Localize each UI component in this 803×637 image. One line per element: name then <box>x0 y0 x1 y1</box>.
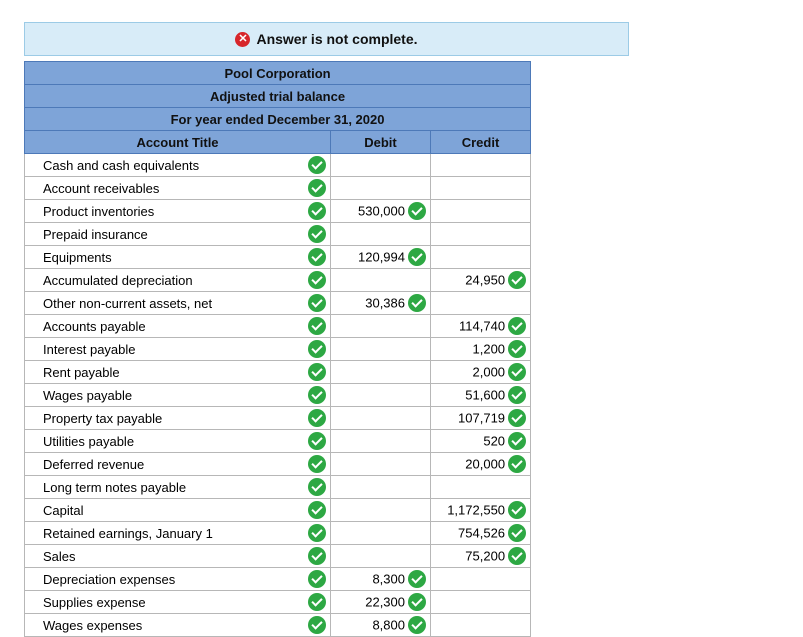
account-name-cell[interactable]: Retained earnings, January 1 <box>25 522 305 545</box>
check-circle-icon <box>408 593 426 611</box>
account-check-cell <box>305 614 331 637</box>
debit-input-cell[interactable] <box>331 269 431 292</box>
credit-input-cell[interactable] <box>431 269 531 292</box>
credit-input-cell[interactable] <box>431 499 531 522</box>
answer-status-text: Answer is not complete. <box>256 31 418 47</box>
debit-header: Debit <box>331 131 431 154</box>
table-row <box>25 407 531 430</box>
check-circle-icon <box>308 202 326 220</box>
debit-input-cell[interactable] <box>331 614 431 637</box>
check-circle-icon <box>508 501 526 519</box>
table-row <box>25 361 531 384</box>
debit-value: 8,800 <box>372 617 405 633</box>
credit-input-cell[interactable] <box>431 223 531 246</box>
credit-input-cell[interactable] <box>431 453 531 476</box>
check-circle-icon <box>408 616 426 634</box>
account-name-cell[interactable]: Equipments <box>25 246 305 269</box>
table-row <box>25 177 531 200</box>
account-check-cell <box>305 384 331 407</box>
check-circle-icon <box>508 455 526 473</box>
credit-input-cell[interactable] <box>431 614 531 637</box>
check-circle-icon <box>308 271 326 289</box>
table-row <box>25 614 531 637</box>
account-check-cell <box>305 430 331 453</box>
account-title-header: Account Title <box>25 131 331 154</box>
account-check-cell <box>305 269 331 292</box>
debit-input-cell[interactable] <box>331 154 431 177</box>
check-circle-icon <box>308 432 326 450</box>
debit-input-cell[interactable] <box>331 292 431 315</box>
account-name-cell[interactable]: Interest payable <box>25 338 305 361</box>
debit-input-cell[interactable] <box>331 384 431 407</box>
account-name-cell[interactable]: Account receivables <box>25 177 305 200</box>
debit-input-cell[interactable] <box>331 361 431 384</box>
debit-input-cell[interactable] <box>331 338 431 361</box>
check-circle-icon <box>408 248 426 266</box>
credit-value: 51,600 <box>465 387 506 403</box>
check-circle-icon <box>508 524 526 542</box>
check-circle-icon <box>308 156 326 174</box>
credit-value: 20,000 <box>465 456 506 472</box>
check-circle-icon <box>308 547 326 565</box>
account-check-cell <box>305 292 331 315</box>
account-name-cell[interactable]: Deferred revenue <box>25 453 305 476</box>
account-name-cell[interactable]: Rent payable <box>25 361 305 384</box>
table-row <box>25 384 531 407</box>
credit-input-cell[interactable] <box>431 522 531 545</box>
account-name-cell[interactable]: Depreciation expenses <box>25 568 305 591</box>
check-circle-icon <box>308 248 326 266</box>
debit-input-cell[interactable] <box>331 453 431 476</box>
check-circle-icon <box>508 363 526 381</box>
debit-input-cell[interactable] <box>331 407 431 430</box>
check-circle-icon <box>308 616 326 634</box>
check-circle-icon <box>308 179 326 197</box>
x-circle-icon: ✕ <box>235 32 250 47</box>
credit-header: Credit <box>431 131 531 154</box>
account-check-cell <box>305 522 331 545</box>
account-name-cell[interactable]: Utilities payable <box>25 430 305 453</box>
account-check-cell <box>305 246 331 269</box>
account-name-cell[interactable]: Prepaid insurance <box>25 223 305 246</box>
credit-input-cell[interactable] <box>431 338 531 361</box>
credit-input-cell[interactable] <box>431 177 531 200</box>
account-check-cell <box>305 476 331 499</box>
check-circle-icon <box>508 386 526 404</box>
account-name-cell[interactable]: Long term notes payable <box>25 476 305 499</box>
check-circle-icon <box>508 547 526 565</box>
check-circle-icon <box>508 432 526 450</box>
credit-input-cell[interactable] <box>431 200 531 223</box>
report-title: Adjusted trial balance <box>25 85 531 108</box>
credit-value: 1,200 <box>472 341 506 357</box>
check-circle-icon <box>408 202 426 220</box>
account-check-cell <box>305 200 331 223</box>
debit-value: 530,000 <box>358 203 405 219</box>
account-check-cell <box>305 177 331 200</box>
credit-input-cell[interactable] <box>431 384 531 407</box>
debit-value: 8,300 <box>372 571 405 587</box>
credit-input-cell[interactable] <box>431 292 531 315</box>
table-row <box>25 476 531 499</box>
check-circle-icon <box>308 340 326 358</box>
credit-input-cell[interactable] <box>431 591 531 614</box>
check-circle-icon <box>508 271 526 289</box>
debit-input-cell[interactable] <box>331 476 431 499</box>
account-check-cell <box>305 361 331 384</box>
debit-input-cell[interactable] <box>331 591 431 614</box>
check-circle-icon <box>308 294 326 312</box>
account-name-cell[interactable]: Accounts payable <box>25 315 305 338</box>
debit-input-cell[interactable] <box>331 315 431 338</box>
debit-input-cell[interactable] <box>331 545 431 568</box>
credit-input-cell[interactable] <box>431 246 531 269</box>
trial-balance-table <box>24 61 531 637</box>
credit-value: 754,526 <box>458 525 506 541</box>
check-circle-icon <box>308 524 326 542</box>
table-row <box>25 200 531 223</box>
check-circle-icon <box>308 363 326 381</box>
account-name-cell[interactable]: Cash and cash equivalents <box>25 154 305 177</box>
credit-value: 1,172,550 <box>447 502 506 518</box>
debit-value: 120,994 <box>358 249 405 265</box>
check-circle-icon <box>308 455 326 473</box>
check-circle-icon <box>508 340 526 358</box>
debit-input-cell[interactable] <box>331 499 431 522</box>
debit-input-cell[interactable] <box>331 246 431 269</box>
account-check-cell <box>305 545 331 568</box>
table-row <box>25 568 531 591</box>
table-row <box>25 499 531 522</box>
check-circle-icon <box>308 501 326 519</box>
debit-input-cell[interactable] <box>331 223 431 246</box>
credit-value: 520 <box>483 433 506 449</box>
table-row <box>25 154 531 177</box>
credit-input-cell[interactable] <box>431 154 531 177</box>
table-row <box>25 292 531 315</box>
table-row <box>25 522 531 545</box>
table-row <box>25 430 531 453</box>
table-row <box>25 246 531 269</box>
answer-status-banner <box>24 22 629 56</box>
account-name-cell[interactable]: Other non-current assets, net <box>25 292 305 315</box>
credit-value: 24,950 <box>465 272 506 288</box>
check-circle-icon <box>408 294 426 312</box>
check-circle-icon <box>308 593 326 611</box>
table-row <box>25 223 531 246</box>
check-circle-icon <box>308 225 326 243</box>
account-name-cell[interactable]: Supplies expense <box>25 591 305 614</box>
credit-value: 2,000 <box>472 364 506 380</box>
check-circle-icon <box>308 570 326 588</box>
account-name-cell[interactable]: Wages expenses <box>25 614 305 637</box>
table-row <box>25 315 531 338</box>
account-check-cell <box>305 591 331 614</box>
credit-input-cell[interactable] <box>431 361 531 384</box>
debit-input-cell[interactable] <box>331 200 431 223</box>
debit-input-cell[interactable] <box>331 430 431 453</box>
account-check-cell <box>305 407 331 430</box>
account-name-cell[interactable]: Property tax payable <box>25 407 305 430</box>
account-check-cell <box>305 315 331 338</box>
check-circle-icon <box>508 317 526 335</box>
credit-input-cell[interactable] <box>431 430 531 453</box>
check-circle-icon <box>308 386 326 404</box>
debit-value: 22,300 <box>365 594 405 610</box>
credit-value: 114,740 <box>459 318 506 334</box>
credit-input-cell[interactable] <box>431 315 531 338</box>
account-name-cell[interactable]: Accumulated depreciation <box>25 269 305 292</box>
debit-value: 30,386 <box>365 295 405 311</box>
credit-value: 107,719 <box>458 410 506 426</box>
credit-input-cell[interactable] <box>431 545 531 568</box>
credit-input-cell[interactable] <box>431 476 531 499</box>
account-check-cell <box>305 154 331 177</box>
account-name-cell[interactable]: Wages payable <box>25 384 305 407</box>
check-circle-icon <box>508 409 526 427</box>
credit-input-cell[interactable] <box>431 407 531 430</box>
report-period: For year ended December 31, 2020 <box>25 108 531 131</box>
credit-value: 75,200 <box>465 548 506 564</box>
table-row <box>25 591 531 614</box>
account-check-cell <box>305 453 331 476</box>
account-check-cell <box>305 568 331 591</box>
account-name-cell[interactable]: Sales <box>25 545 305 568</box>
table-row <box>25 545 531 568</box>
company-name: Pool Corporation <box>25 62 531 85</box>
check-circle-icon <box>308 409 326 427</box>
check-circle-icon <box>308 317 326 335</box>
account-check-cell <box>305 223 331 246</box>
check-circle-icon <box>308 478 326 496</box>
debit-input-cell[interactable] <box>331 522 431 545</box>
account-name-cell[interactable]: Product inventories <box>25 200 305 223</box>
table-row <box>25 338 531 361</box>
account-check-cell <box>305 499 331 522</box>
account-name-cell[interactable]: Capital <box>25 499 305 522</box>
table-row <box>25 269 531 292</box>
credit-input-cell[interactable] <box>431 568 531 591</box>
table-row <box>25 453 531 476</box>
account-check-cell <box>305 338 331 361</box>
debit-input-cell[interactable] <box>331 177 431 200</box>
debit-input-cell[interactable] <box>331 568 431 591</box>
check-circle-icon <box>408 570 426 588</box>
